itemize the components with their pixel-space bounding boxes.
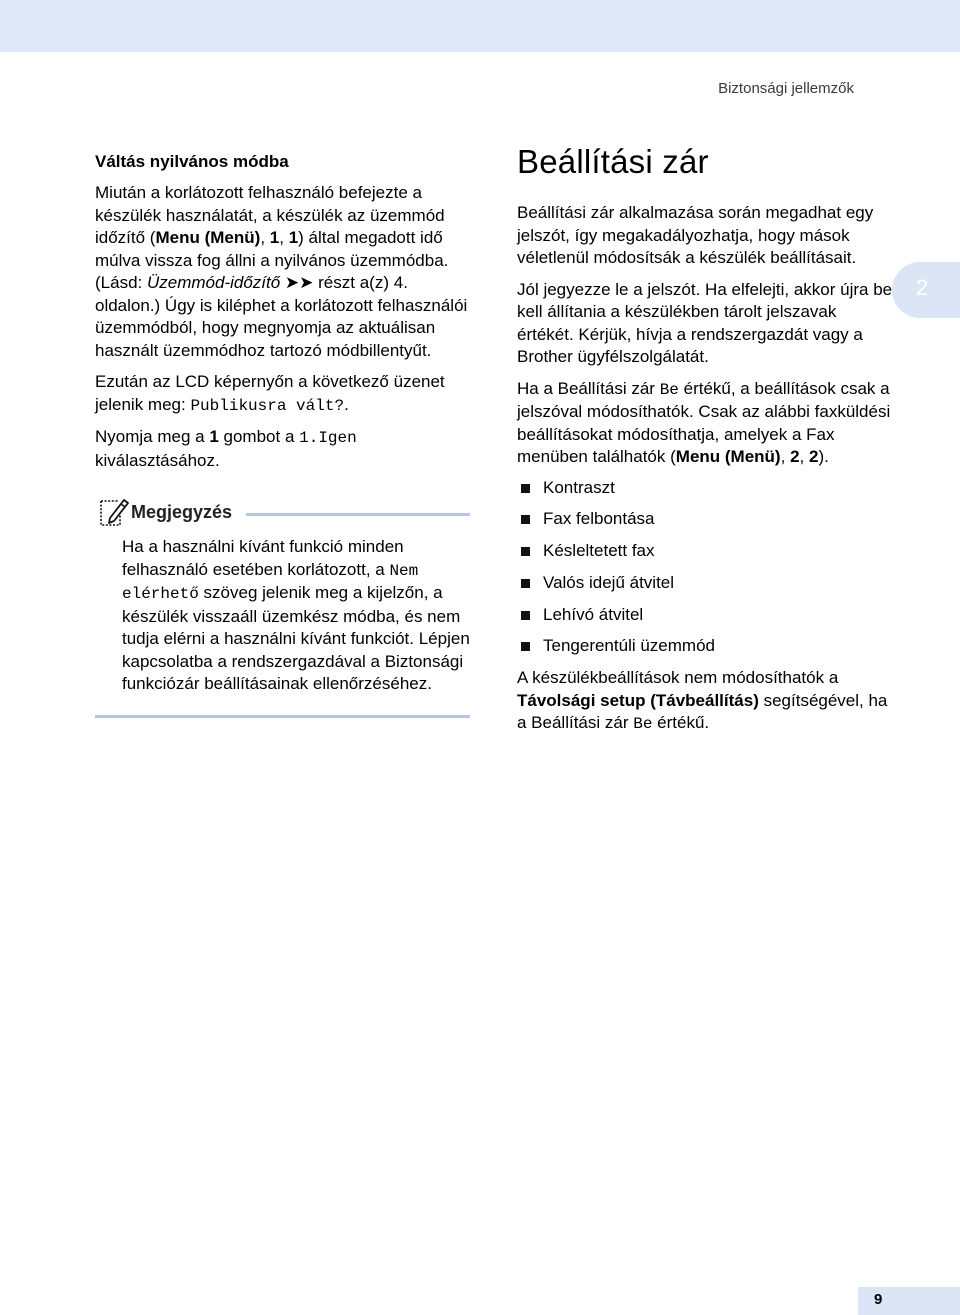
allowed-settings-paragraph: Ha a Beállítási zár Be értékű, a beállítások csak a jelszóval módosíthatók. Csak az alábbi faxküldési beállításokat módosíthatja, amelyek a Fax menüben találhatók (Menu (Menü), 2, 2). <box>517 378 891 466</box>
public-mode-paragraph: Miután a korlátozott felhasználó befejezte a készülék használatát, a készülék az üzemmód időzítő (Menu (Menü), 1, 1) által megadott idő múlva vissza fog állni a nyilvános üzemmódba. (Lásd: Üzemmód-időzítő ➤➤ részt a(z) 4. oldalon.) Úgy is kiléphet a korlátozott felhasználói üzemmódból, hogy megnyomja az aktuálisan használt üzemmódhoz tartozó módbillentyűt. <box>95 183 468 360</box>
note-bottom-rule <box>95 715 470 718</box>
note-pencil-icon <box>98 496 130 528</box>
lcd-message-paragraph: Ezután az LCD képernyőn a következő üzenet jelenik meg: Publikusra vált?. <box>95 372 445 415</box>
setting-lock-heading: Beállítási zár <box>517 143 709 180</box>
running-header: Biztonsági jellemzők <box>718 80 854 97</box>
note-top-rule <box>246 513 470 516</box>
note-text: Ha a használni kívánt funkció minden felhasználó esetében korlátozott, a Nem elérhető szöveg jelenik meg a kijelzőn, a készülék visszaáll üzemkész módba, és nem tudja elérni a használni kívánt funkciót. Lépjen kapcsolatba a rendszergazdával a Biztonsági funkciózár beállításainak ellenőrzéséhez. <box>122 537 470 693</box>
list-item: Valós idejű átvitel <box>517 572 897 594</box>
right-column <box>517 140 897 736</box>
mode-timer-link[interactable]: Üzemmód-időzítő <box>146 273 281 292</box>
chapter-number: 2 <box>916 275 929 300</box>
page-number: 9 <box>874 1291 883 1308</box>
note-title: Megjegyzés <box>131 501 233 522</box>
remote-setup-paragraph: A készülékbeállítások nem módosíthatók a Távolsági setup (Távbeállítás) segítségével, ha a Beállítási zár Be értékű. <box>517 668 888 734</box>
list-item: Fax felbontása <box>517 508 897 530</box>
press-one-paragraph: Nyomja meg a 1 gombot a 1.Igen kiválasztásához. <box>95 427 357 470</box>
public-mode-heading: Váltás nyilvános módba <box>95 152 289 171</box>
password-paragraph: Jól jegyezze le a jelszót. Ha elfelejti, akkor újra be kell állítania a készülékben tárolt jelszavak értékét. Kérjük, hívja a rendszergazdát vagy a Brother ügyfélszolgálatát. <box>517 279 893 366</box>
note-box <box>95 496 470 718</box>
top-band <box>0 0 960 52</box>
list-item: Lehívó átvitel <box>517 604 897 626</box>
setting-lock-intro: Beállítási zár alkalmazása során megadhat egy jelszót, így megakadályozhatja, hogy mások véletlenül módosítsák a készülék beállításait. <box>517 203 874 267</box>
left-column <box>95 146 470 718</box>
list-item: Kontraszt <box>517 477 897 499</box>
fax-settings-list <box>517 477 897 658</box>
list-item: Késleltetett fax <box>517 540 897 562</box>
chapter-tab <box>892 262 960 318</box>
cross-ref-arrows: ➤➤ <box>280 273 314 292</box>
list-item: Tengerentúli üzemmód <box>517 635 897 657</box>
